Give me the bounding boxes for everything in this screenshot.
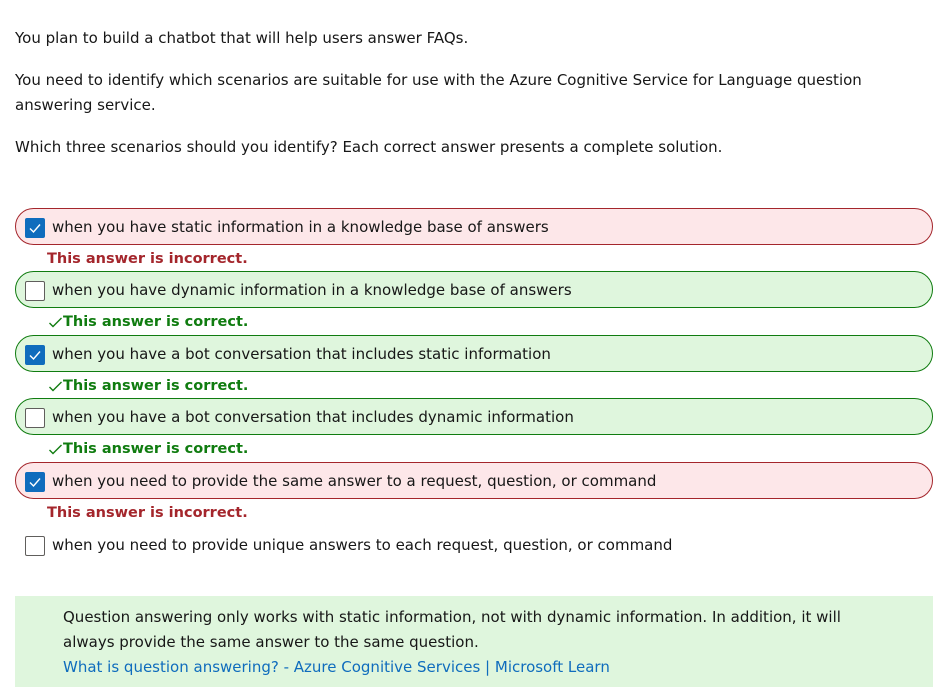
explanation-text: Question answering only works with static information, not with dynamic information. In addition, it will always provide the same answer to the same question. bbox=[63, 608, 841, 651]
checkbox-unchecked[interactable] bbox=[25, 536, 45, 556]
answer-option[interactable] bbox=[15, 271, 933, 308]
question-prompt: Which three scenarios should you identify? Each correct answer presents a complete solution. bbox=[15, 138, 723, 156]
checkbox-checked[interactable] bbox=[25, 345, 45, 365]
incorrect-feedback: This answer is incorrect. bbox=[47, 505, 248, 521]
checkbox-checked[interactable] bbox=[25, 472, 45, 492]
option-label: when you have a bot conversation that includes static information bbox=[52, 345, 551, 363]
incorrect-feedback: This answer is incorrect. bbox=[47, 251, 248, 267]
feedback-text: This answer is correct. bbox=[63, 378, 249, 394]
question-intro: You plan to build a chatbot that will help users answer FAQs. bbox=[15, 29, 469, 47]
checkbox-unchecked[interactable] bbox=[25, 408, 45, 428]
checkmark-icon bbox=[28, 475, 42, 489]
option-label: when you need to provide the same answer to a request, question, or command bbox=[52, 472, 657, 490]
correct-feedback bbox=[48, 376, 248, 396]
option-label: when you have static information in a knowledge base of answers bbox=[52, 218, 549, 236]
reference-link[interactable]: What is question answering? - Azure Cognitive Services | Microsoft Learn bbox=[63, 658, 610, 676]
question-requirement: You need to identify which scenarios are suitable for use with the Azure Cognitive Service for Language question answering service. bbox=[15, 71, 862, 114]
feedback-text: This answer is correct. bbox=[63, 441, 249, 457]
checkbox-checked[interactable] bbox=[25, 218, 45, 238]
answer-option[interactable] bbox=[15, 462, 933, 499]
explanation-panel bbox=[15, 596, 933, 687]
answer-option[interactable] bbox=[15, 208, 933, 245]
check-icon bbox=[48, 315, 63, 330]
answer-option[interactable] bbox=[15, 526, 933, 563]
checkmark-icon bbox=[28, 348, 42, 362]
option-label: when you need to provide unique answers to each request, question, or command bbox=[52, 536, 673, 554]
feedback-text: This answer is correct. bbox=[63, 314, 249, 330]
checkmark-icon bbox=[28, 221, 42, 235]
check-icon bbox=[48, 379, 63, 394]
answer-option[interactable] bbox=[15, 398, 933, 435]
check-icon bbox=[48, 442, 63, 457]
correct-feedback bbox=[48, 312, 248, 332]
checkbox-unchecked[interactable] bbox=[25, 281, 45, 301]
option-label: when you have a bot conversation that includes dynamic information bbox=[52, 408, 574, 426]
option-label: when you have dynamic information in a knowledge base of answers bbox=[52, 281, 572, 299]
correct-feedback bbox=[48, 439, 248, 459]
answer-option[interactable] bbox=[15, 335, 933, 372]
